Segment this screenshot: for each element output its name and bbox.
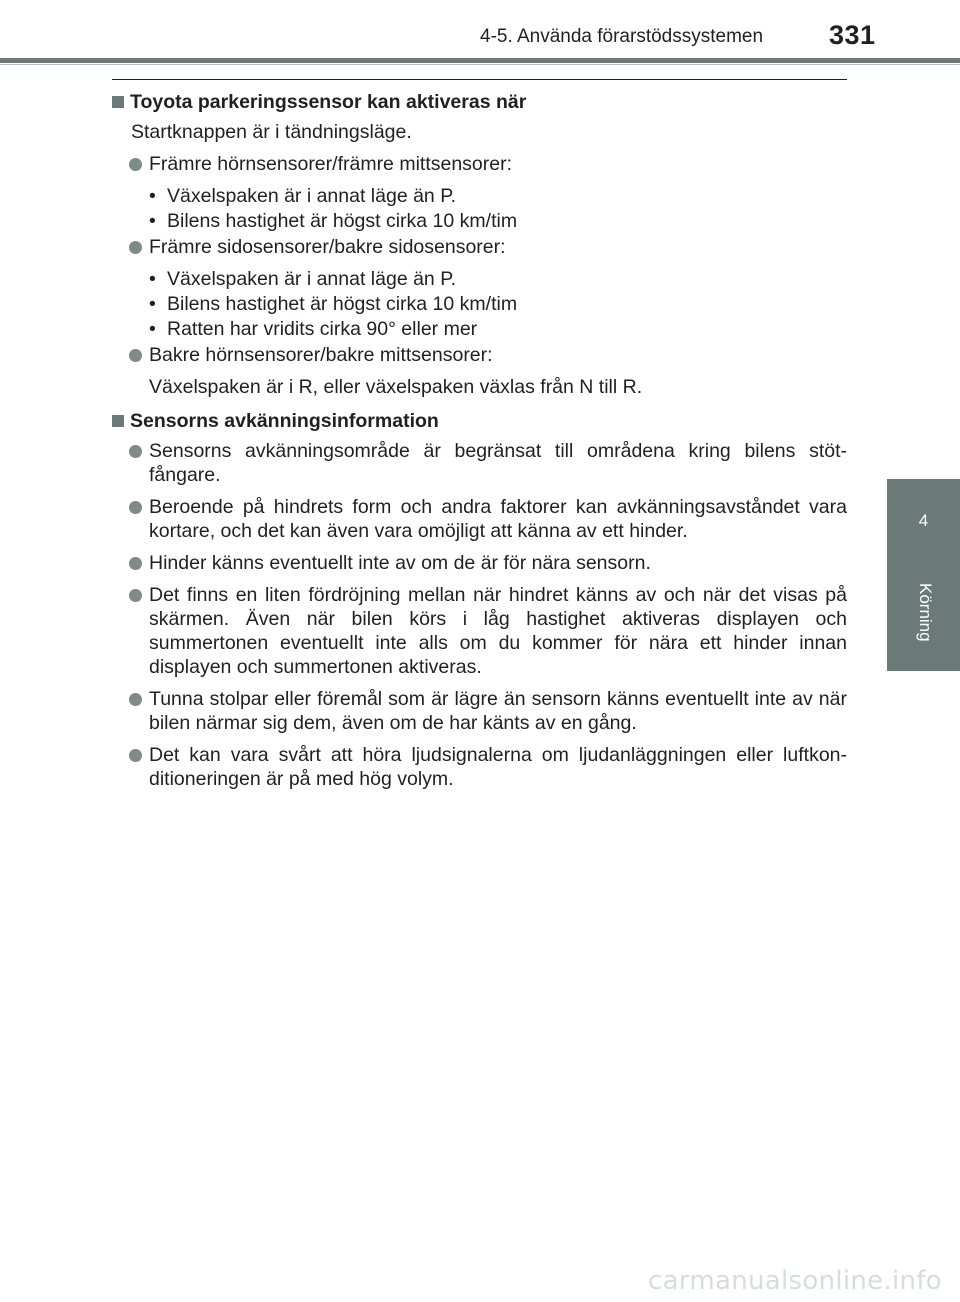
sub-item-text: Bilens hastighet är högst cirka 10 km/tim [167, 293, 518, 315]
list-item [112, 743, 847, 791]
item-text: Beroende på hindrets form och andra faktorer kan avkänningsavståndet vara kortare, och det kan även vara omöjligt att känna av ett hinder. [149, 496, 847, 542]
page-content [112, 90, 847, 799]
item-text: Det kan vara svårt att höra ljudsignalerna om ljudanläggningen eller luftkon-ditioneringen är på med hög volym. [149, 744, 847, 790]
dot-bullet-icon: • [149, 268, 156, 290]
dot-bullet-icon: • [149, 210, 156, 232]
sub-list [112, 184, 847, 233]
item-text: Sensorns avkänningsområde är begränsat till områdena kring bilens stöt-fångare. [149, 440, 847, 486]
sub-list-item [149, 317, 847, 341]
page-number: 331 [829, 20, 876, 50]
list-item [112, 439, 847, 487]
circle-bullet-icon [129, 445, 142, 458]
item-text: Tunna stolpar eller föremål som är lägre än sensorn känns eventuellt inte av när bilen närmar sig dem, även om de har känts av en gång. [149, 688, 847, 734]
sub-list [112, 267, 847, 341]
circle-bullet-icon [129, 241, 142, 254]
watermark: carmanualsonline.info [647, 1266, 942, 1296]
heading-text: Sensorns avkänningsinformation [130, 410, 439, 432]
circle-bullet-icon [129, 557, 142, 570]
sub-list-item [149, 184, 847, 208]
section-intro: Startknappen är i tändningsläge. [131, 121, 412, 143]
section-title: 4-5. Använda förarstödssystemen [480, 26, 764, 47]
list-item [112, 343, 847, 367]
sub-item-text: Bilens hastighet är högst cirka 10 km/tim [167, 210, 518, 232]
dot-bullet-icon: • [149, 293, 156, 315]
chapter-number: 4 [918, 511, 929, 530]
list-item [112, 495, 847, 543]
chapter-label: Körning [916, 583, 935, 642]
item-text: Det finns en liten fördröjning mellan när hindret känns av och när det visas på skärmen. Även när bilen körs i låg hastighet aktiveras displayen och summertonen eventuellt inte alls om du kommer för nära ett hinder innan displayen och summertonen aktiveras. [149, 584, 847, 678]
sub-list-item [149, 292, 847, 316]
list-item [112, 235, 847, 259]
item-note: Växelspaken är i R, eller växelspaken växlas från N till R. [149, 376, 643, 398]
list-item [112, 583, 847, 679]
section-heading [112, 90, 847, 114]
sub-item-text: Växelspaken är i annat läge än P. [167, 185, 457, 207]
list-item [112, 152, 847, 176]
sub-item-text: Ratten har vridits cirka 90° eller mer [167, 318, 478, 340]
circle-bullet-icon [129, 501, 142, 514]
sub-item-text: Växelspaken är i annat läge än P. [167, 268, 457, 290]
header-bar [0, 58, 960, 63]
dot-bullet-icon: • [149, 318, 156, 340]
square-bullet-icon [112, 415, 124, 427]
circle-bullet-icon [129, 749, 142, 762]
sub-list-item [149, 209, 847, 233]
item-text: Bakre hörnsensorer/bakre mittsensorer: [149, 344, 493, 366]
section-heading [112, 409, 847, 433]
list-item [112, 687, 847, 735]
header-bar-light [0, 64, 960, 65]
dot-bullet-icon: • [149, 185, 156, 207]
item-text: Främre hörnsensorer/främre mittsensorer: [149, 153, 513, 175]
circle-bullet-icon [129, 589, 142, 602]
item-text: Främre sidosensorer/bakre sidosensorer: [149, 236, 506, 258]
circle-bullet-icon [129, 349, 142, 362]
item-text: Hinder känns eventuellt inte av om de är för nära sensorn. [149, 552, 651, 574]
sub-list-item [149, 267, 847, 291]
circle-bullet-icon [129, 693, 142, 706]
chapter-tab [887, 479, 960, 671]
list-item [112, 551, 847, 575]
heading-text: Toyota parkeringssensor kan aktiveras när [130, 91, 527, 113]
section-rule [112, 79, 847, 80]
square-bullet-icon [112, 96, 124, 108]
circle-bullet-icon [129, 158, 142, 171]
